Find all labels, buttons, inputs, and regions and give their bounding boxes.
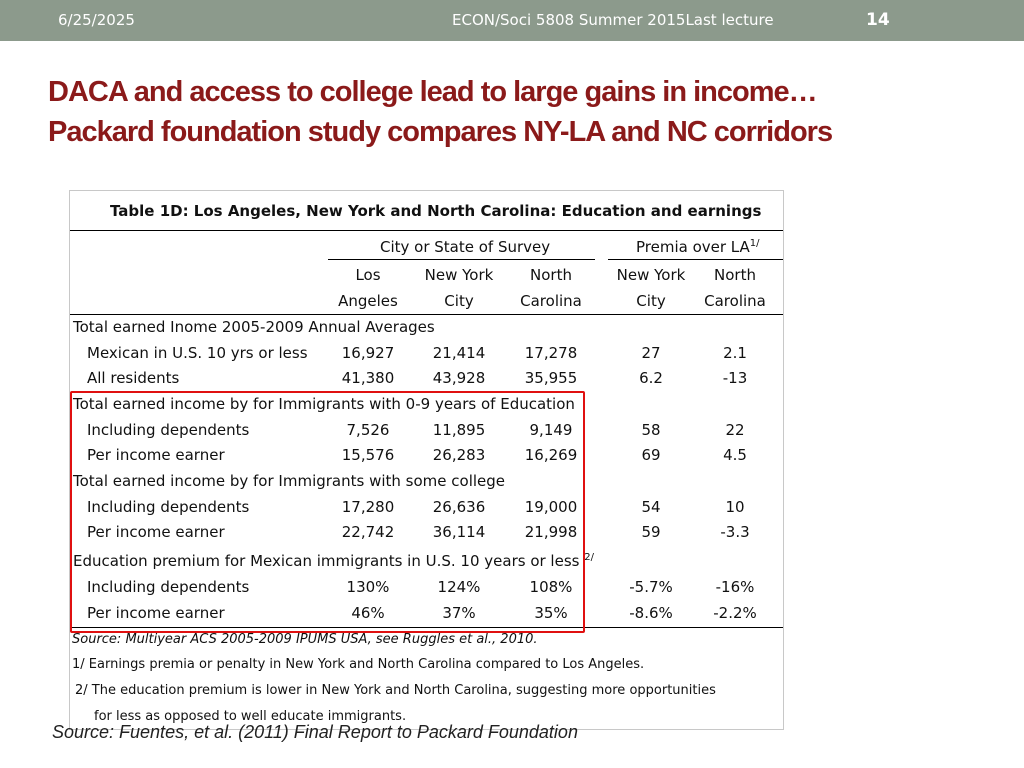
table-cell: 43,928 (432, 369, 486, 387)
table-cell: 108% (529, 578, 573, 596)
group-rule-premia (608, 259, 783, 260)
table-cell: 26,636 (432, 498, 486, 516)
earnings-table-image (69, 190, 784, 730)
footnote-2-continued: for less as opposed to well educate immigrants. (94, 709, 407, 724)
table-cell: -2.2% (713, 604, 757, 622)
table-cell: 69 (641, 446, 661, 464)
column-header-premia-nc (690, 266, 780, 310)
section-heading: Total earned Inome 2005-2009 Annual Averages (73, 318, 435, 336)
table-cell: -3.3 (720, 523, 750, 541)
column-header-nyc-l2: City (444, 292, 474, 310)
row-label: All residents (87, 369, 180, 387)
table-cell: 16,269 (524, 446, 578, 464)
section-heading-text: Education premium for Mexican immigrants in U.S. 10 years or less (73, 552, 580, 570)
table-cell: -16% (715, 578, 755, 596)
column-header-nyc-l1: New York (424, 266, 494, 284)
table-cell: 22 (725, 421, 745, 439)
row-label: Per income earner (87, 446, 225, 464)
table-cell: 7,526 (346, 421, 390, 439)
group-header-city: City or State of Survey (380, 238, 551, 256)
table-source-note: Source: Multiyear ACS 2005-2009 IPUMS USA, see Ruggles et al., 2010. (72, 632, 538, 647)
row-label: Mexican in U.S. 10 yrs or less (87, 344, 308, 362)
section-heading-note: 2/ (584, 552, 594, 563)
course-label: ECON/Soci 5808 Summer 2015Last lecture (452, 11, 774, 29)
footnote-2: 2/ The education premium is lower in New York and North Carolina, suggesting more opportunities (75, 683, 716, 698)
group-rule-city (328, 259, 595, 260)
row-label: Including dependents (87, 421, 250, 439)
table-caption: Table 1D: Los Angeles, New York and North Carolina: Education and earnings (110, 202, 762, 220)
table-cell: 35% (534, 604, 568, 622)
column-header-premia-nyc-l1: New York (616, 266, 686, 284)
table-cell: 16,927 (341, 344, 395, 362)
group-header-premia-note: 1/ (749, 238, 760, 249)
column-header-premia-nyc (606, 266, 696, 310)
table-cell: 17,278 (524, 344, 578, 362)
column-header-nc-l1: North (530, 266, 572, 284)
column-header-nyc (414, 266, 504, 310)
section-heading: Total earned income by for Immigrants with 0-9 years of Education (73, 395, 575, 413)
table-cell: -8.6% (629, 604, 673, 622)
table-cell: 15,576 (341, 446, 395, 464)
header-bottom-rule (70, 314, 783, 315)
column-header-la-l2: Angeles (338, 292, 398, 310)
column-header-premia-nc-l2: Carolina (704, 292, 766, 310)
table-cell: 9,149 (529, 421, 573, 439)
footnote-1: 1/ Earnings premia or penalty in New York and North Carolina compared to Los Angeles. (72, 657, 645, 672)
table-cell: 17,280 (341, 498, 395, 516)
column-header-premia-nc-l1: North (714, 266, 756, 284)
table-cell: 46% (351, 604, 385, 622)
table-cell: 41,380 (341, 369, 395, 387)
slide-date: 6/25/2025 (58, 11, 135, 29)
table-cell: 27 (641, 344, 661, 362)
group-header-premia-text: Premia over LA (636, 238, 750, 256)
group-header-premia (636, 238, 760, 256)
table-cell: 21,414 (432, 344, 486, 362)
row-label: Including dependents (87, 498, 250, 516)
slide-title-line2: Packard foundation study compares NY-LA and NC corridors (48, 116, 833, 148)
table-cell: 35,955 (524, 369, 578, 387)
section-heading: Total earned income by for Immigrants with some college (73, 472, 506, 490)
slide-number: 14 (866, 10, 890, 30)
table-cell: 2.1 (723, 344, 747, 362)
table-cell: 37% (442, 604, 476, 622)
table-cell: 54 (641, 498, 661, 516)
column-header-la-l1: Los (355, 266, 381, 284)
table-cell: 130% (346, 578, 390, 596)
slide-title (48, 72, 1008, 152)
row-label: Per income earner (87, 604, 225, 622)
row-label: Including dependents (87, 578, 250, 596)
table-cell: 59 (641, 523, 661, 541)
slide-header (0, 0, 1024, 41)
column-header-premia-nyc-l2: City (636, 292, 666, 310)
table-cell: 4.5 (723, 446, 747, 464)
table-cell: 22,742 (341, 523, 395, 541)
table-cell: 21,998 (524, 523, 578, 541)
table-cell: 124% (437, 578, 481, 596)
table-cell: 58 (641, 421, 661, 439)
table-cell: 19,000 (524, 498, 578, 516)
column-header-nc (506, 266, 596, 310)
table-cell: -13 (722, 369, 748, 387)
table-cell: 36,114 (432, 523, 486, 541)
highlight-box (70, 391, 585, 633)
slide-title-line1: DACA and access to college lead to large gains in income… (48, 76, 817, 108)
table-cell: 11,895 (432, 421, 486, 439)
table-rule (70, 230, 783, 231)
table-cell: 6.2 (639, 369, 663, 387)
column-header-la (323, 266, 413, 310)
table-cell: 10 (725, 498, 745, 516)
table-cell: 26,283 (432, 446, 486, 464)
row-label: Per income earner (87, 523, 225, 541)
table-cell: -5.7% (629, 578, 673, 596)
slide-source: Source: Fuentes, et al. (2011) Final Report to Packard Foundation (52, 722, 578, 742)
column-header-nc-l2: Carolina (520, 292, 582, 310)
